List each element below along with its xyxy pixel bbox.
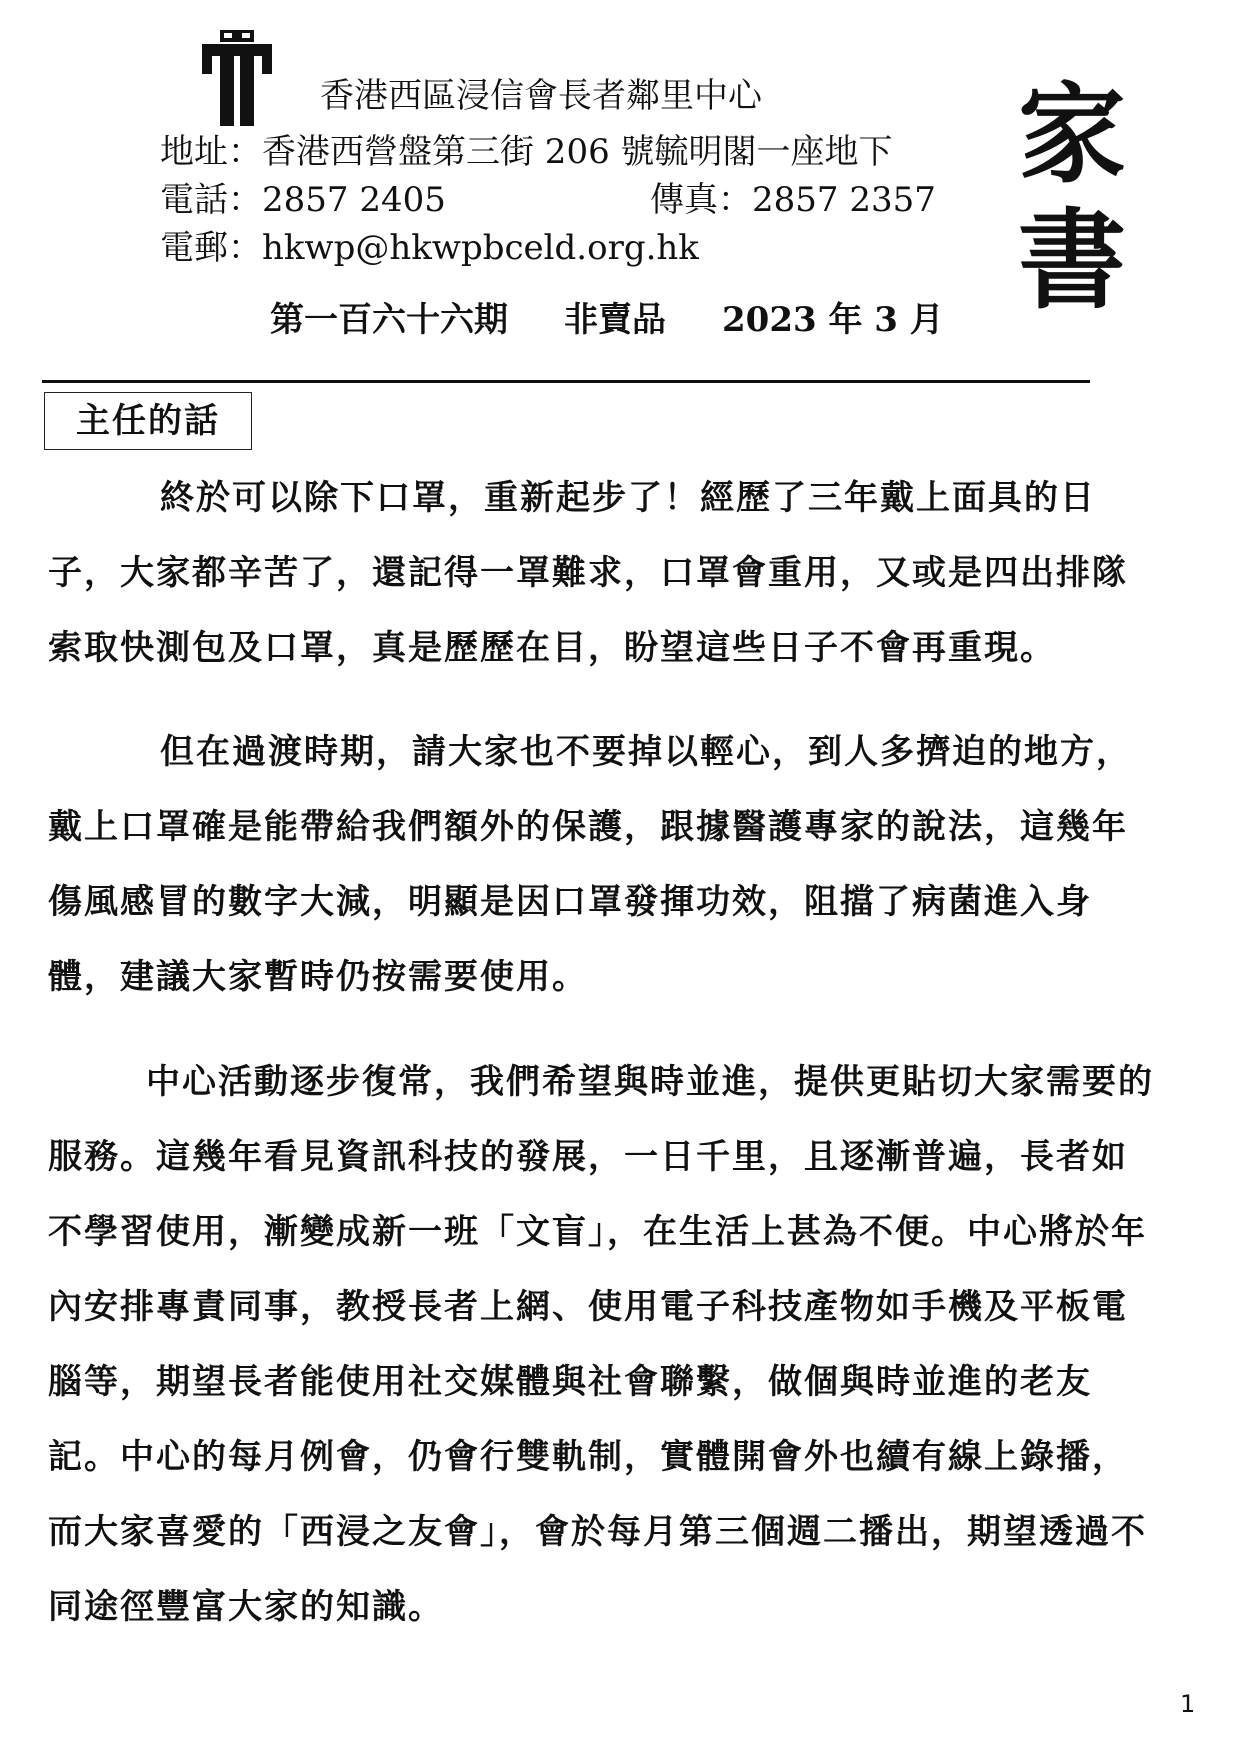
paragraph-line: 戴上口罩確是能帶給我們額外的保護，跟據醫護專家的說法，這幾年 [48,807,1128,847]
phone-line: 電話：2857 2405 [160,180,446,220]
organization-name: 香港西區浸信會長者鄰里中心 [320,76,762,116]
header-divider [42,380,1090,383]
paragraph-line: 終於可以除下口罩，重新起步了！經歷了三年戴上面具的日 [160,478,1096,518]
address-line: 地址：香港西營盤第三街 206 號毓明閣一座地下 [160,132,893,172]
paragraph-line: 不學習使用，漸變成新一班「文盲」，在生活上甚為不便。中心將於年 [48,1212,1147,1252]
paragraph-line: 服務。這幾年看見資訊科技的發展，一日千里，且逐漸普遍，長者如 [48,1137,1128,1177]
paragraph-line: 但在過渡時期，請大家也不要掉以輕心，到人多擠迫的地方， [160,732,1132,772]
email-line: 電郵：hkwp@hkwpbceld.org.hk [160,228,699,268]
masthead-char-2: 書 [1017,198,1126,324]
paragraph-line: 內安排專責同事，教授長者上網、使用電子科技產物如手機及平板電 [48,1287,1128,1327]
page-number: 1 [1180,1690,1196,1718]
church-logo [200,30,274,126]
paragraph-line: 腦等，期望長者能使用社交媒體與社會聯繫，做個與時並進的老友 [48,1362,1092,1402]
masthead-title [1012,72,1132,324]
paragraph-line: 記。中心的每月例會，仍會行雙軌制，實體開會外也續有線上錄播， [48,1437,1128,1477]
paragraph-line: 索取快測包及口罩，真是歷歷在目，盼望這些日子不會再重現。 [48,628,1056,668]
masthead-char-1: 家 [1017,72,1126,198]
paragraph-line: 而大家喜愛的「西浸之友會」，會於每月第三個週二播出，期望透過不 [48,1512,1147,1552]
fax-line: 傳真：2857 2357 [650,180,936,220]
paragraph-line: 子，大家都辛苦了，還記得一罩難求，口罩會重用，又或是四出排隊 [48,553,1128,593]
paragraph-line: 體，建議大家暫時仍按需要使用。 [48,957,588,997]
section-title: 主任的話 [44,392,252,450]
issue-date: 2023 年 3 月 [722,300,944,340]
paragraph-line: 傷風感冒的數字大減，明顯是因口罩發揮功效，阻擋了病菌進入身 [48,882,1092,922]
paragraph-line: 中心活動逐步復常，我們希望與時並進，提供更貼切大家需要的 [146,1062,1154,1102]
issue-number: 第一百六十六期 [270,300,508,340]
paragraph-line: 同途徑豐富大家的知識。 [48,1587,444,1627]
issue-line [270,300,1000,340]
price-note: 非賣品 [564,300,666,340]
